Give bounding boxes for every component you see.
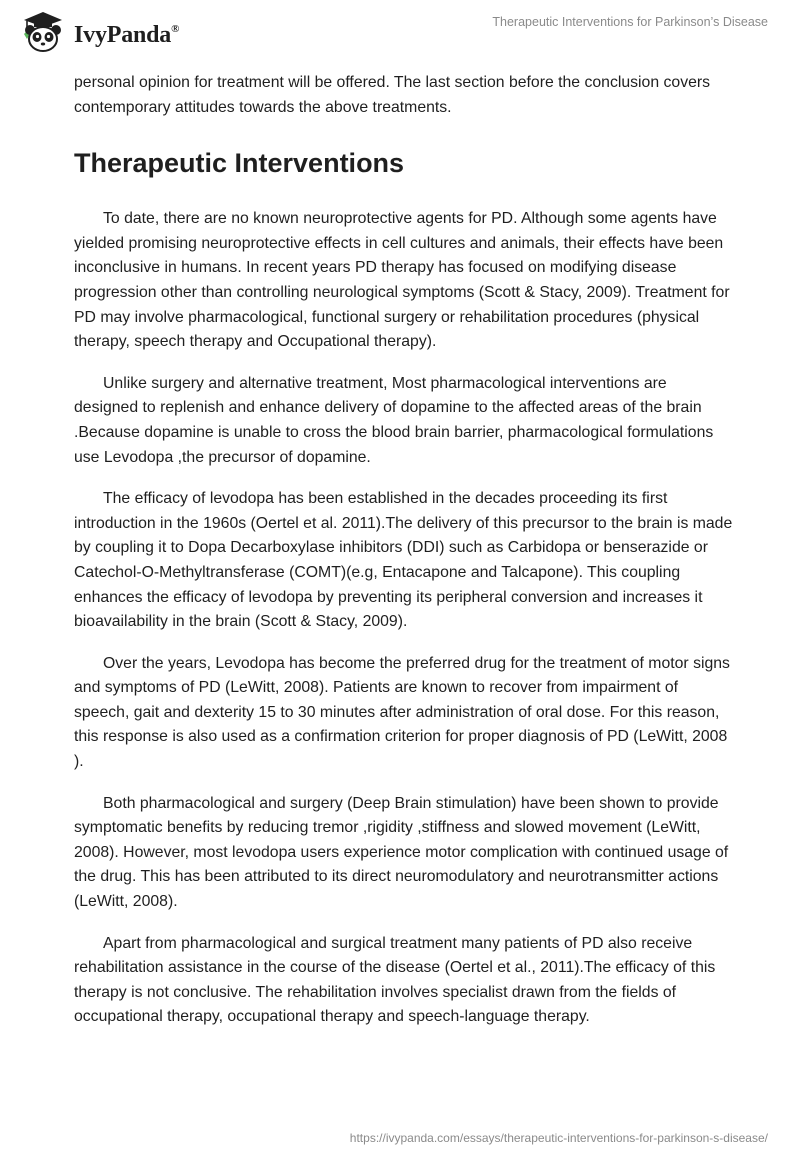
panda-graduate-icon — [16, 8, 70, 56]
brand-logo[interactable] — [16, 8, 179, 56]
header-doc-title: Therapeutic Interventions for Parkinson’s Disease — [492, 15, 768, 29]
body-paragraph-1: To date, there are no known neuroprotective agents for PD. Although some agents have yielded promising neuroprotective effects in cell cultures and animals, their effects have been inconclusive in humans. In recent years PD therapy has focused on modifying disease progression other than controlling neurological symptoms (Scott & Stacy, 2009). Treatment for PD may involve pharmacological, functional surgery or rehabilitation procedures (physical therapy, speech therapy and Occupational therapy). — [74, 210, 730, 351]
footer-source-url[interactable]: https://ivypanda.com/essays/therapeutic-interventions-for-parkinson-s-disease/ — [349, 1131, 768, 1145]
body-paragraph-5: Both pharmacological and surgery (Deep Brain stimulation) have been shown to provide symptomatic benefits by reducing tremor ,rigidity ,stiffness and slowed movement (LeWitt, 2008). However, most levodopa users experience motor complication with continued usage of the drug. This has been attributed to its direct neuromodulatory and neurotransmitter actions (LeWitt, 2008). — [74, 794, 729, 911]
section-heading: Therapeutic Interventions — [74, 148, 405, 179]
brand-text: IvyPanda — [74, 21, 172, 48]
page-header — [0, 0, 800, 70]
intro-paragraph: personal opinion for treatment will be offered. The last section before the conclusion covers contemporary attitudes towards the above treatments. — [74, 74, 711, 116]
brand-name — [74, 22, 179, 49]
body-paragraph-4: Over the years, Levodopa has become the preferred drug for the treatment of motor signs and symptoms of PD (LeWitt, 2008). Patients are known to recover from impairment of speech, gait and dexterity 15 to 30 minutes after administration of oral dose. For this reason, this response is also used as a confirmation criterion for proper diagnosis of PD (LeWitt, 2008 ). — [74, 654, 730, 771]
body-paragraph-2: Unlike surgery and alternative treatment, Most pharmacological interventions are designed to replenish and enhance delivery of dopamine to the affected areas of the brain .Because dopamine is unable to cross the blood brain barrier, pharmacological formulations use Levodopa ,the precursor of dopamine. — [74, 374, 714, 466]
body-paragraph-3: The efficacy of levodopa has been established in the decades proceeding its first introduction in the 1960s (Oertel et al. 2011).The delivery of this precursor to the brain is made by coupling it to Dopa Decarboxylase inhibitors (DDI) such as Carbidopa or benserazide or Catechol-O-Methyltransferase (COMT)(e.g, Entacapone and Talcapone). This coupling enhances the efficacy of levodopa by preventing its peripheral conversion and increases it bioavailability in the brain (Scott & Stacy, 2009). — [74, 490, 733, 631]
registered-mark: ® — [171, 22, 180, 35]
body-paragraph-6: Apart from pharmacological and surgical treatment many patients of PD also receive rehabilitation assistance in the course of the disease (Oertel et al., 2011).The efficacy of this therapy is not conclusive. The rehabilitation involves specialist drawn from the fields of occupational therapy, occupational therapy and speech-language therapy. — [74, 934, 716, 1026]
essay-body — [74, 71, 734, 1047]
